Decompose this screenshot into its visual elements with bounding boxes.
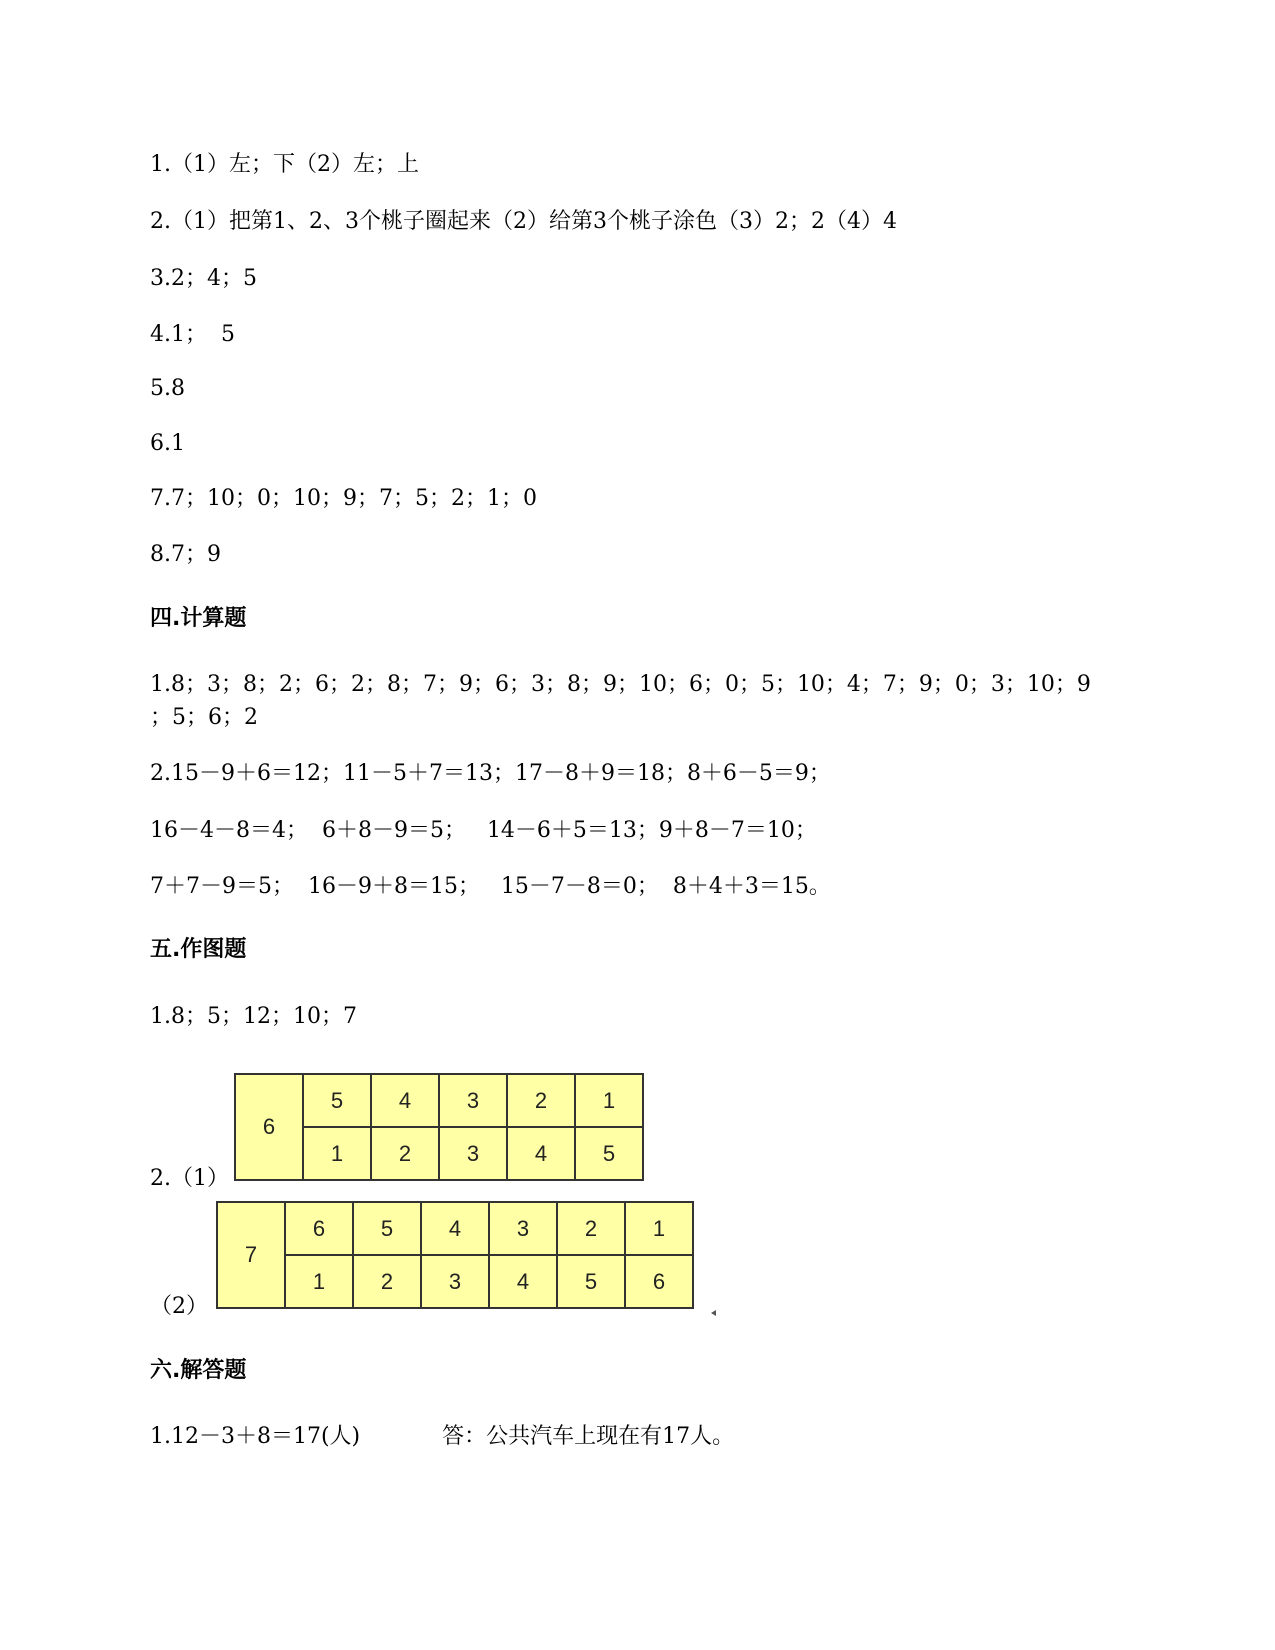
grid2-top-cell: 3 (489, 1202, 557, 1255)
answer-line-3: 3.2；4；5 (150, 266, 257, 291)
grid2-top-cell: 1 (625, 1202, 693, 1255)
answer-line-1: 1.（1）左；下（2）左；上 (150, 152, 419, 177)
answer-line-4: 4.1； 5 (150, 322, 235, 347)
grid1-top-cell: 3 (439, 1074, 507, 1127)
word-problem-1-answer: 答：公共汽车上现在有17人。 (442, 1424, 735, 1449)
section-heading-drawing: 五.作图题 (150, 937, 247, 962)
grid2-bottom-cell: 4 (489, 1255, 557, 1308)
calc-q2-line2: 16－4－8＝4； 6＋8－9＝5； 14－6＋5＝13；9＋8－7＝10； (150, 818, 817, 843)
grid1-bottom-cell: 1 (303, 1127, 371, 1180)
drawing-q1: 1.8；5；12；10；7 (150, 1004, 357, 1029)
answer-line-6: 6.1 (150, 431, 185, 456)
grid2-top-cell: 6 (285, 1202, 353, 1255)
answer-line-5: 5.8 (150, 376, 185, 401)
grid2-top-cell: 2 (557, 1202, 625, 1255)
grid1-bottom-cell: 3 (439, 1127, 507, 1180)
drawing-q2-label-1: 2.（1） (150, 1166, 229, 1191)
answer-line-8: 8.7；9 (150, 542, 221, 567)
drawing-q2-label-2: （2） (150, 1294, 208, 1319)
grid2-bottom-cell: 6 (625, 1255, 693, 1308)
grid1-bottom-cell: 4 (507, 1127, 575, 1180)
grid2-top-cell: 5 (353, 1202, 421, 1255)
grid2-total-cell: 7 (217, 1202, 285, 1308)
grid1-top-cell: 5 (303, 1074, 371, 1127)
number-split-grid-1 (234, 1073, 644, 1181)
section-heading-calculation: 四.计算题 (150, 606, 247, 631)
grid1-total-cell: 6 (235, 1074, 303, 1180)
calc-q1-line2: ；5；6；2 (150, 705, 258, 730)
grid2-bottom-cell: 2 (353, 1255, 421, 1308)
grid1-top-cell: 4 (371, 1074, 439, 1127)
triangle-mark-icon (711, 1310, 716, 1316)
calc-q1-line1: 1.8；3；8；2；6；2；8；7；9；6；3；8；9；10；6；0；5；10；4；7；9；0；3；10；9 (150, 672, 1091, 697)
grid1-top-cell: 1 (575, 1074, 643, 1127)
grid2-bottom-cell: 3 (421, 1255, 489, 1308)
section-heading-word-problems: 六.解答题 (150, 1358, 247, 1383)
grid2-bottom-cell: 5 (557, 1255, 625, 1308)
number-split-grid-2 (216, 1201, 694, 1309)
grid2-top-cell: 4 (421, 1202, 489, 1255)
grid1-bottom-cell: 5 (575, 1127, 643, 1180)
answer-line-7: 7.7；10；0；10；9；7；5；2；1；0 (150, 486, 537, 511)
word-problem-1 (150, 1422, 734, 1452)
grid1-bottom-cell: 2 (371, 1127, 439, 1180)
calc-q2-line1: 2.15－9＋6＝12；11－5＋7＝13；17－8＋9＝18；8＋6－5＝9； (150, 761, 831, 786)
grid2-bottom-cell: 1 (285, 1255, 353, 1308)
grid1-top-cell: 2 (507, 1074, 575, 1127)
calc-q2-line3: 7＋7－9＝5； 16－9＋8＝15； 15－7－8＝0； 8＋4＋3＝15。 (150, 874, 831, 899)
answer-line-2: 2.（1）把第1、2、3个桃子圈起来（2）给第3个桃子涂色（3）2；2（4）4 (150, 209, 897, 234)
word-problem-1-equation: 1.12－3＋8＝17(人) (150, 1424, 361, 1449)
